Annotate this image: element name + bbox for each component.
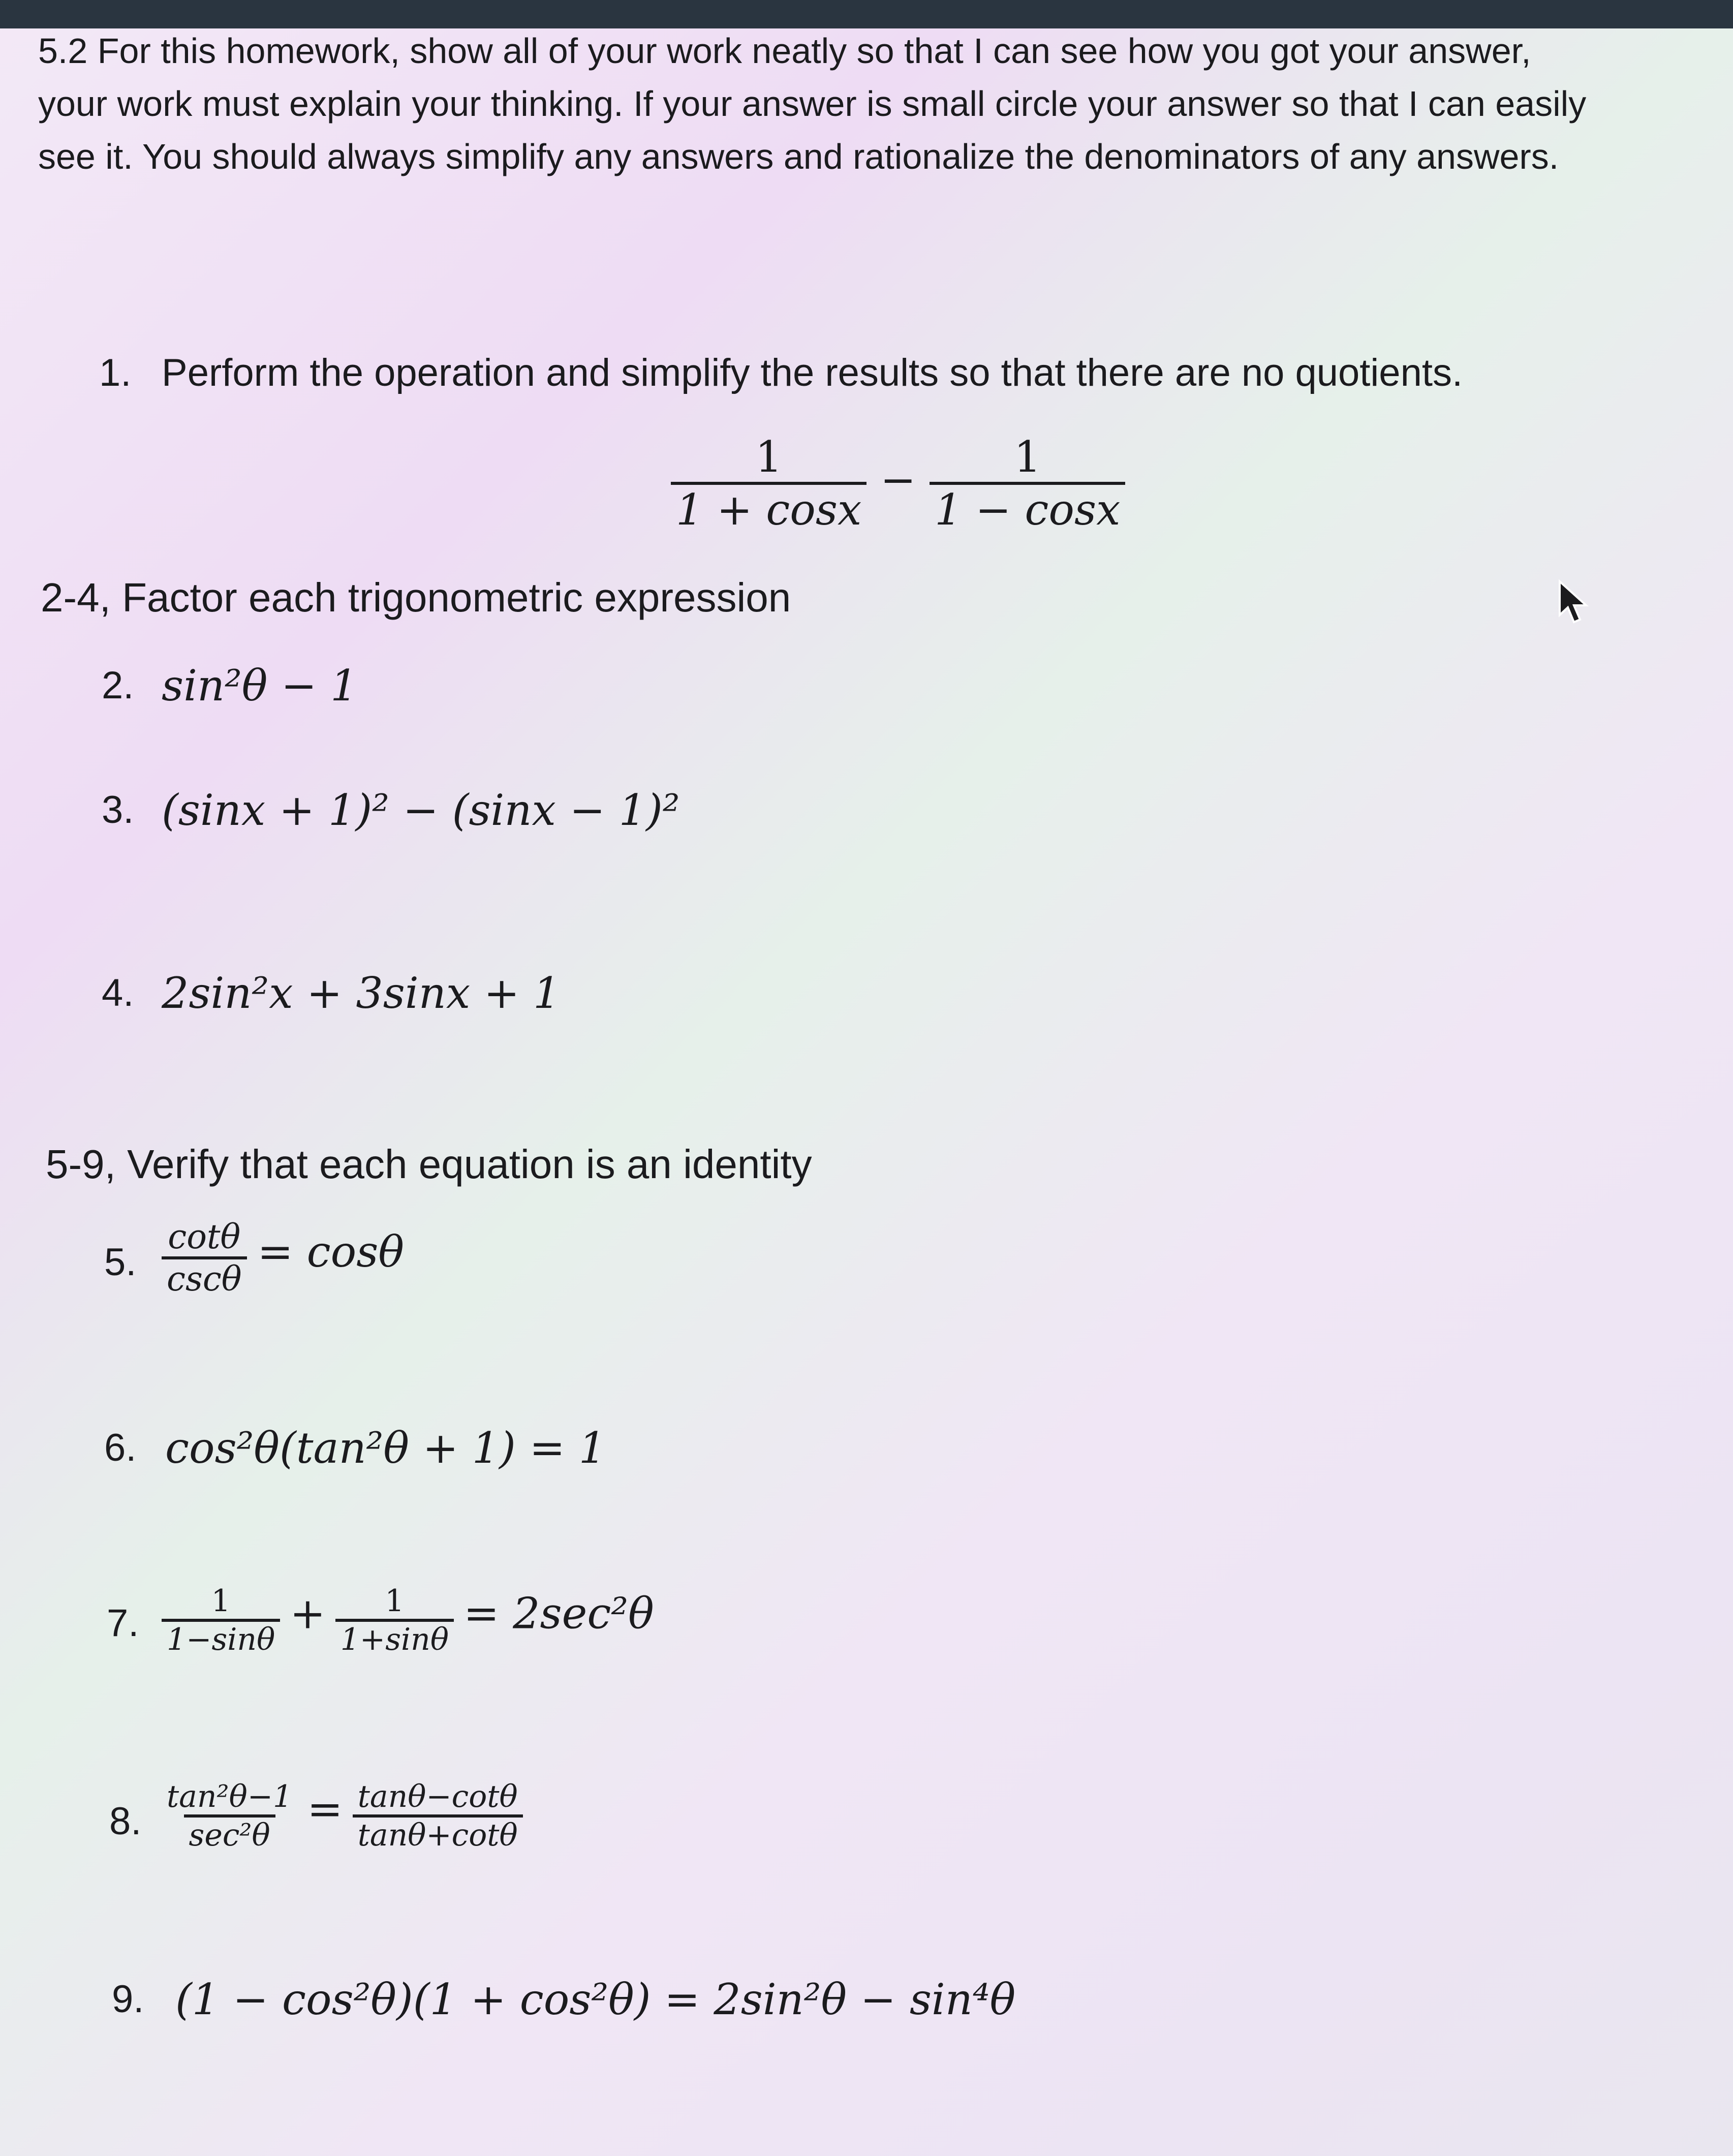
section-identity-heading: 5-9, Verify that each equation is an identity bbox=[46, 1142, 812, 1187]
q7-frac2-numerator: 1 bbox=[385, 1583, 405, 1619]
q8-fraction-1 bbox=[162, 1779, 297, 1853]
q4-expression: 2sin²x + 3sinx + 1 bbox=[162, 968, 561, 1018]
q5-number: 5. bbox=[104, 1241, 137, 1284]
homework-instructions: 5.2 For this homework, show all of your work neatly so that I can see how you got your answer, your work must explain your thinking. If your answer is small circle your answer so that I can easily see it. You should always simplify any answers and rationalize the denominators of any answers. bbox=[38, 31, 1587, 176]
q6-expression: cos²θ(tan²θ + 1) = 1 bbox=[165, 1423, 606, 1473]
q2-expression: sin²θ − 1 bbox=[162, 661, 358, 711]
q8-frac2-numerator: tanθ−cotθ bbox=[357, 1779, 518, 1814]
q5-expression bbox=[162, 1217, 404, 1299]
q7-rhs: = 2sec²θ bbox=[463, 1588, 654, 1639]
q4-number: 4. bbox=[102, 971, 134, 1014]
q8-expression bbox=[162, 1779, 523, 1853]
section-factor-heading: 2-4, Factor each trigonometric expression bbox=[41, 575, 791, 620]
q1-frac2-denominator: 1 − cosx bbox=[930, 482, 1125, 535]
q7-frac1-denominator: 1−sinθ bbox=[162, 1619, 280, 1657]
q7-frac2-denominator: 1+sinθ bbox=[335, 1619, 454, 1657]
q2-number: 2. bbox=[102, 664, 134, 707]
q9-number: 9. bbox=[112, 1978, 144, 2021]
q1-expression bbox=[671, 432, 1125, 535]
q7-expression bbox=[162, 1583, 654, 1657]
q8-frac1-denominator: sec²θ bbox=[184, 1814, 275, 1853]
q8-fraction-2 bbox=[353, 1779, 523, 1853]
q8-frac1-numerator: tan²θ−1 bbox=[167, 1779, 293, 1814]
q7-fraction-2 bbox=[335, 1583, 454, 1657]
q1-frac1-denominator: 1 + cosx bbox=[671, 482, 866, 535]
q1-instruction: Perform the operation and simplify the results so that there are no quotients. bbox=[162, 351, 1463, 394]
q8-equals: = bbox=[307, 1784, 343, 1834]
q6-number: 6. bbox=[104, 1426, 137, 1469]
q1-number: 1. bbox=[99, 351, 132, 394]
q8-number: 8. bbox=[109, 1800, 142, 1843]
q1-frac2-numerator: 1 bbox=[1014, 432, 1041, 482]
q7-number: 7. bbox=[107, 1601, 139, 1645]
q1-frac1-numerator: 1 bbox=[755, 432, 783, 482]
q5-denominator: cscθ bbox=[162, 1256, 247, 1299]
q5-rhs: = cosθ bbox=[257, 1227, 404, 1277]
q5-fraction bbox=[162, 1217, 247, 1299]
q7-plus: + bbox=[290, 1588, 326, 1639]
q7-frac1-numerator: 1 bbox=[211, 1583, 231, 1619]
q5-numerator: cotθ bbox=[168, 1217, 241, 1256]
q1-minus: − bbox=[880, 455, 916, 505]
q1-fraction-2 bbox=[930, 432, 1125, 535]
q1-fraction-1 bbox=[671, 432, 866, 535]
q8-frac2-denominator: tanθ+cotθ bbox=[353, 1814, 523, 1853]
mouse-cursor-icon bbox=[1558, 579, 1593, 625]
q3-number: 3. bbox=[102, 788, 134, 831]
q9-expression: (1 − cos²θ)(1 + cos²θ) = 2sin²θ − sin⁴θ bbox=[175, 1975, 1016, 2024]
q7-fraction-1 bbox=[162, 1583, 280, 1657]
q3-expression: (sinx + 1)² − (sinx − 1)² bbox=[162, 785, 680, 835]
